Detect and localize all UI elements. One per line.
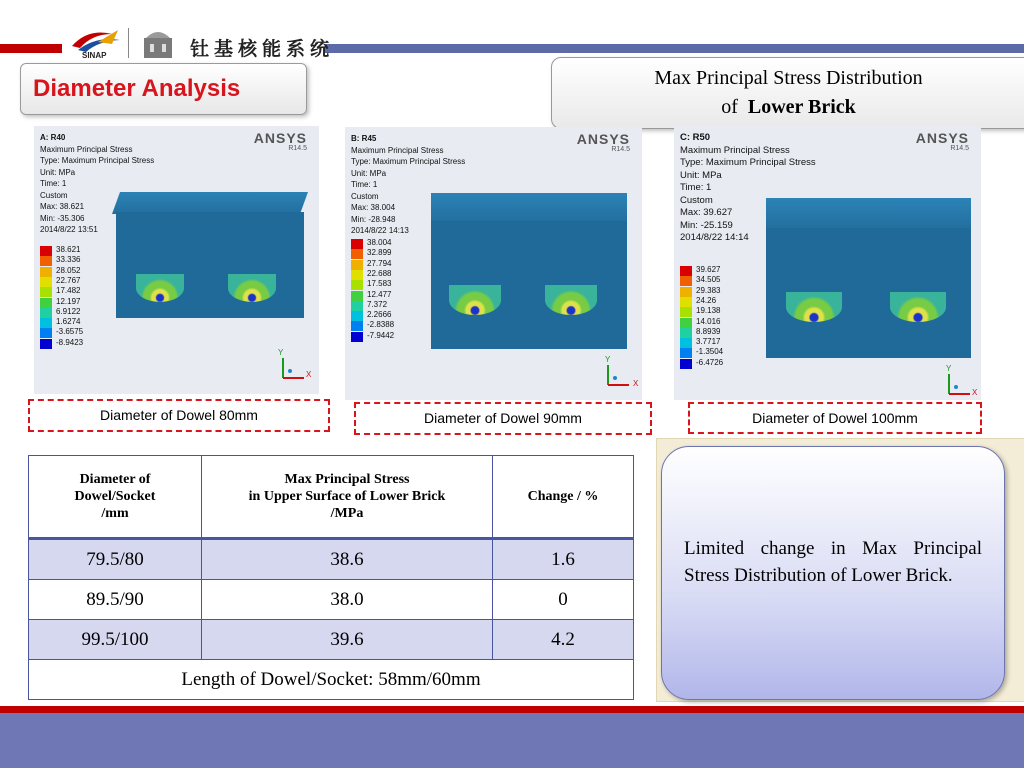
logo [62,24,335,64]
legend-value: 38.004 [367,238,392,247]
legend-swatch [40,328,52,338]
header-text: in Upper Surface of Lower Brick [248,489,446,504]
axis-x-label: X [306,370,312,379]
panel-type: Type: Maximum Principal Stress [680,157,816,168]
section-header-prefix: of [721,96,738,118]
simulation-panel-b [345,127,642,400]
legend-value: -2.8388 [367,320,395,330]
panel-date: 2014/8/22 14:13 [351,226,409,235]
legend-value: 7.372 [367,299,388,309]
legend-swatch [680,338,692,348]
header-text: Max Principal Stress [284,472,410,487]
legend-value: 6.9122 [56,306,81,316]
legend-swatch [680,307,692,317]
brick-top-face [431,193,627,223]
panel-time: Time: 1 [680,182,712,193]
legend-swatch [40,287,52,297]
header-text: Diameter of [79,472,151,487]
legend-swatch [351,239,363,249]
logo-divider [128,28,129,58]
legend-swatch [351,249,363,259]
ansys-version: R14.5 [611,146,630,153]
legend-value: 12.477 [367,289,392,299]
table-row [29,580,634,620]
legend-swatch [680,348,692,358]
legend-value: 1.6274 [56,317,81,327]
legend-swatch [40,277,52,287]
table-cell: 1.6 [493,539,634,580]
legend-swatch [40,308,52,318]
footer-blue-bar [0,713,1024,768]
legend-value: 27.794 [367,258,392,268]
panel-quantity: Maximum Principal Stress [351,145,444,155]
caption-dowel-90: Diameter of Dowel 90mm [354,402,652,435]
legend-value: 38.621 [56,245,81,254]
caption-dowel-100: Diameter of Dowel 100mm [688,402,982,434]
socket-stress-zone [136,274,184,302]
table-cell: 89.5/90 [29,580,202,620]
legend-swatch [680,266,692,276]
footer-red-bar [0,706,1024,713]
ansys-version: R14.5 [288,145,307,152]
section-header-box [551,57,1024,129]
section-header-line2 [552,96,1024,119]
socket-stress-zone [786,292,842,322]
legend-swatch [351,260,363,270]
legend-swatch [40,267,52,277]
panel-min: Min: -25.159 [680,219,733,231]
axis-y-label: Y [605,355,611,364]
table-footer-row [29,660,634,700]
table-cell: 0 [493,580,634,620]
legend-value: 24.26 [696,295,717,305]
socket-stress-zone [890,292,946,322]
header-text: /MPa [330,506,364,521]
panel-min: Min: -35.306 [40,213,85,223]
legend-value: -3.6575 [56,327,84,337]
legend-value: -7.9442 [367,330,395,340]
axis-triad-icon [603,363,633,389]
panel-date: 2014/8/22 14:14 [680,232,749,243]
panel-label: C: R50 [680,132,711,143]
legend-swatch [680,318,692,328]
legend-swatch [351,321,363,331]
panel-unit: Unit: MPa [40,167,76,177]
slide-title: Diameter Analysis [33,75,241,102]
caption-dowel-80: Diameter of Dowel 80mm [28,399,330,432]
header-text: Change / % [527,489,599,504]
legend-swatch [40,298,52,308]
table-row [29,620,634,660]
conclusion-text: Limited change in Max Principal Stress Distribution of Lower Brick. [684,538,982,586]
panel-unit: Unit: MPa [680,169,722,181]
legend-value: 8.8939 [696,326,721,336]
legend-value: 32.899 [367,248,392,258]
legend-value: -8.9423 [56,337,84,347]
panel-max: Max: 38.004 [351,203,396,212]
panel-label: A: R40 [40,133,66,142]
conclusion-callout [661,446,1005,700]
legend-value: 19.138 [696,306,721,316]
panel-type: Type: Maximum Principal Stress [351,157,466,166]
legend-value: 39.627 [696,265,721,274]
table-cell: 4.2 [493,620,634,660]
legend-value: 22.688 [367,268,392,278]
legend-value: 34.505 [696,275,721,285]
panel-custom: Custom [351,191,379,201]
legend-swatch [351,270,363,280]
simulation-panel-a [34,126,319,394]
legend-value: 17.482 [56,286,81,296]
header-diameter [29,456,202,539]
socket-stress-zone [545,285,597,315]
table-cell: 79.5/80 [29,539,202,580]
legend-swatch [40,256,52,266]
simulation-panel-c [674,126,981,400]
header-red-bar [0,44,62,53]
socket-stress-zone [228,274,276,302]
panel-custom: Custom [40,190,68,200]
ansys-logo: ANSYS [915,130,969,146]
table-header-row [29,456,634,539]
header-max-stress [202,456,493,539]
brick-front-face [116,212,304,318]
logo-abbr: SINAP [82,51,107,60]
legend-swatch [351,280,363,290]
legend-value: 14.016 [696,316,721,326]
section-header-line1: Max Principal Stress Distribution [654,67,923,89]
table-cell: 38.0 [202,580,493,620]
legend-swatch [351,332,363,342]
legend-swatch [40,246,52,256]
legend-swatch [680,297,692,307]
panel-min: Min: -28.948 [351,214,396,224]
legend-swatch [680,328,692,338]
axis-x-label: X [972,388,978,397]
header-change [493,456,634,539]
brick-top-face [766,198,971,230]
axis-y-label: Y [946,364,952,373]
legend-value: 3.7717 [696,337,721,347]
stress-comparison-table [28,455,634,700]
header-text: /mm [101,506,129,521]
legend-value: 12.197 [56,296,81,306]
legend-value: 22.767 [56,275,81,285]
legend-swatch [351,311,363,321]
panel-max: Max: 38.621 [40,202,85,211]
legend-value: -6.4726 [696,357,724,367]
axis-triad-icon [278,356,308,382]
panel-label: B: R45 [351,134,377,143]
axis-y-label: Y [278,348,284,357]
table-cell: 99.5/100 [29,620,202,660]
table-cell: 39.6 [202,620,493,660]
panel-type: Type: Maximum Principal Stress [40,156,155,165]
header-text: Dowel/Socket [74,489,156,504]
legend-swatch [680,359,692,369]
panel-unit: Unit: MPa [351,168,387,178]
table-footer-cell: Length of Dowel/Socket: 58mm/60mm [29,660,634,700]
panel-date: 2014/8/22 13:51 [40,225,98,234]
legend-swatch [351,291,363,301]
panel-max: Max: 39.627 [680,207,733,218]
panel-time: Time: 1 [40,179,67,188]
brick-top-face [112,192,308,214]
legend-value: 2.2666 [367,310,392,320]
legend-swatch [351,301,363,311]
table-row [29,539,634,580]
logo-chinese-text: 钍基核能系统 [190,38,335,60]
header-blue-bar [325,44,1024,53]
reactor-building-icon [140,26,176,60]
axis-triad-icon [944,372,974,398]
panel-time: Time: 1 [351,180,378,189]
legend-value: 28.052 [56,265,81,275]
legend-swatch [40,339,52,349]
legend-value: -1.3504 [696,347,724,357]
section-header-bold: Lower Brick [747,96,856,118]
legend-value: 29.383 [696,285,721,295]
ansys-logo: ANSYS [253,130,307,146]
legend-value: 17.583 [367,279,392,289]
axis-x-label: X [633,379,639,388]
panel-quantity: Maximum Principal Stress [40,144,133,154]
legend-swatch [680,276,692,286]
panel-quantity: Maximum Principal Stress [680,144,790,156]
ansys-version: R14.5 [950,145,969,152]
legend-swatch [40,318,52,328]
socket-stress-zone [449,285,501,315]
panel-custom: Custom [680,194,713,206]
legend-value: 33.336 [56,255,81,265]
slide-title-box [20,63,307,115]
table-cell: 38.6 [202,539,493,580]
legend-swatch [680,287,692,297]
ansys-logo: ANSYS [576,131,630,147]
